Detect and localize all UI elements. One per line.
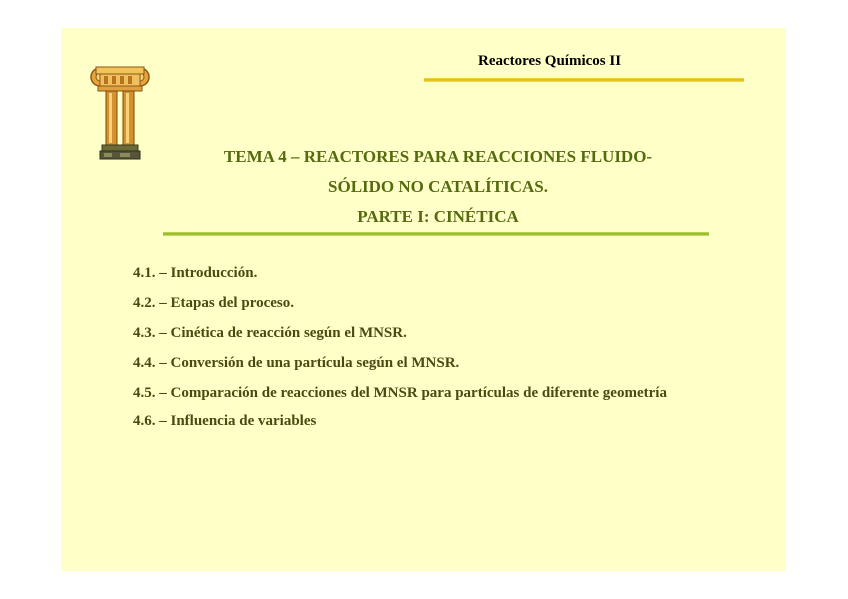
header-rule	[424, 78, 744, 82]
slide-title	[160, 142, 716, 232]
slide-title-line-3: PARTE I: CINÉTICA	[357, 207, 519, 226]
title-rule	[163, 232, 709, 236]
slide-title-line-1: TEMA 4 – REACTORES PARA REACCIONES FLUIDO-	[223, 147, 653, 166]
toc-item: 4.2. – Etapas del proceso.	[133, 295, 294, 311]
table-of-contents	[133, 262, 733, 440]
ionic-column-logo-icon	[90, 64, 150, 162]
toc-item: 4.1. – Introducción.	[133, 265, 258, 281]
course-title: Reactores Químicos II	[478, 53, 622, 69]
toc-item: 4.3. – Cinética de reacción según el MNSR.	[133, 325, 407, 341]
toc-item: 4.6. – Influencia de variables	[133, 413, 317, 429]
toc-item: 4.5. – Comparación de reacciones del MNSR para partículas de diferente geometría	[133, 385, 667, 401]
toc-item: 4.4. – Conversión de una partícula según el MNSR.	[133, 355, 460, 371]
slide-title-line-2: SÓLIDO NO CATALÍTICAS.	[328, 177, 548, 196]
